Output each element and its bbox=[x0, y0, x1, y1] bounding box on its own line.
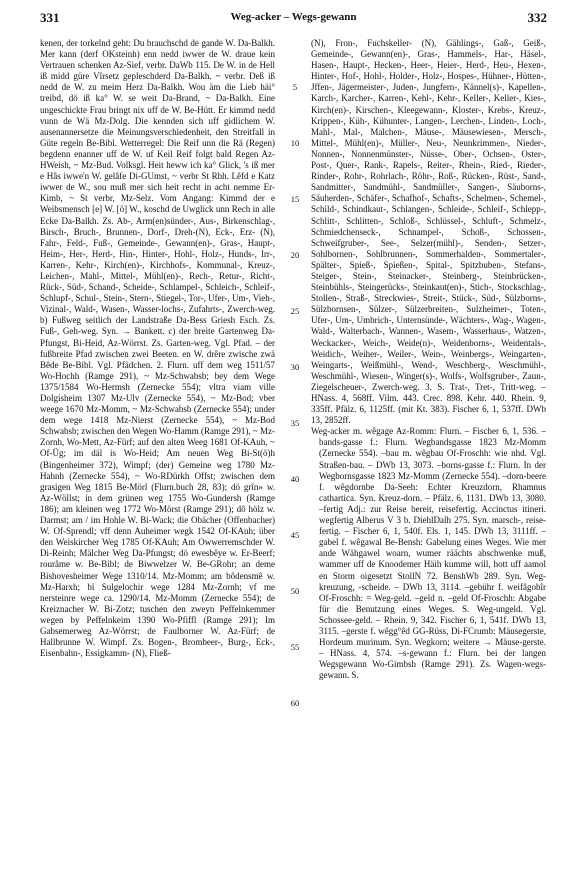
page-number-left: 331 bbox=[40, 10, 60, 25]
left-column-text: kenen, der torkelnd geht: Du brauchschd de gande W. Da-Balkh. Mer kann (derf OKsteinh) enn nedd iwwer de W. draue kein Vertrauen schenken Az-Sief, verbr. DaWb 115. De W. in de Hell iß midd güre Vîrsetz gepleschderd Da-Balkh. ~ verbr. Deß iß nedd de W. zu meim Herz Da-Balkh. Wou äm die Lieb häi° treibd, dö iß ka° W. se weit Da-Brand, ~ Da-Balkh. Eine ungeschickte Frau bringt nix uff de W. Be-Hütt. Er kimmd nedd vunn de Wä Mz-Dolg. Die kennden sich uff gidlichem W. ausenannersetze die Meinungsverschiedenheit, den Streitfall in Güte regeln Be-Bibl. Wetterregel: Die Reif unn die Rä (Regen) begdenn enanner uff de W. uf Keil Reif folgt bald Regen Az-HWeish, ~ Mz-Bud. Volksgl. Heit heww ich ka° Glick, 's iß mer e Hâs iwwe'n W. gelâfe Di-GUmst, ~ verbr St Rhh. Lêfd e Katz iwwer de W., sou muß mer sich heit recht in acht nemme Er-Kimb, ~ St verbr, Mz-Selz. Vom Angang: Kimmd der e Weibsmensch [e] W. [ö] W., koschd de Uwglick unn Rech in alle Ecke Da-Balkh. Zs. Ab-, Arm(en)sünder-, Aus-, Birkenschlag-, Birsch-, Bruch-, Brunnen-, Dorf-, Dreh-(N), Eck-, Erz- (N), Fahr-, Feld-, Fuß-, Gemeinde-, Gewann(en)-, Gras-, Haupt-, Heim-, Her-, Herd-, Hin-, Hinter-, Hohl-, Holz-, Hunds-, Irr-, Karren-, Kehr-, Kirch(en)-, Kirchhofs-, Kommunal-, Kreuz-, Leichen-, Mahl-, Mittel-, Mühl(en)-, Rech-, Retur-, Richt-, Rück-, Süd-, Schand-, Scheide-, Schlampel-, Schleich-, Schleif-, Schlupf-, Schul-, Stein-, Stern-, Stiegel-, Tor-, Ufer-, Um-, Vieh-, Vizinal-, Wald-, Wasen-, Wasser-lochs-, Zufahrts-, Zwerch-weg. b) Fußweg seitlich der Landstraße Da-Bess Griesh Esch. Zs. Fuß-, Geh-weg. Syn. → Bankett. c) der breite Gartenweg Da-Pfungst, Bi-Heid, Az-Wörrst. Zs. Garten-weg. Vgl. Pfad. – der fußbreite Pfad zwischen zwei Beeten. en W. drêre zwische zwä Bêde Be-Bibl. Vgl. Pfädchen. 2. Flurn. uff dem weg 1511/57 Wo-Hochh (Ramge 291), ~ Mz-Schwabsb; bey dem Wege 1375/1584 Wo-Hermsh (Zernecke 554); vltra viam ville Dolgisheim 1307 Mz-Ulv (Zernecke 554), ~ Mz-Bod; vber weege 1670 Mz-Momm, ~ Mz-Schwabsb (Zernecke 554); under dem wege 1418 Mz-Nierst (Zernecke 554), ~ Mz-Bod Schwabsb; zwischen den Wegen Wo-Hamm (Ramge 291), ~ Mz-Zornh, Wo-Mett, Az-Fürf; auf den alten Weeg 1681 Of-KAuh, ~ Of-Üg; im däl is Wo-Heid; Am neuen Weg Bi-St(ö)h (Bingenheimer 372), Wimpf; (der) Gemeine weg 1780 Mz-Hahnh (Zernecke 554), ~ Wo-RDürkh Offst; zwischen dem grasigen Weg 1815 Be-Mörl (Flurn.buch 28, 83); dö grîn» w. Az-Wöllst; in dem grünen weg 1755 Wo-Gundersh (Ramge 186); am kleinen weg 1772 Wo-Mörst (Ramge 291); dô hölz w. Darmst; am / im Hohle W. Bi-Wack; die Obächer (Offenbacher) W. Of-Sprendl; vff denn Auheimer wegk 1542 Of-KAuh; über den Weiskircher Weg 1785 Of-KAuh; Am Owwerremschder W. Di-Reinh; Mälcher Weg Da-Pfungst; dö ewesbêye w. Er-Beerf; rourâme w. Be-Bibl; de Biwwelzer W. Be-GRohr; an deme Bishovesheimer Wege 1310/14. Mz-Momm; am bôdensmê w. Mz-Harxh; bi Sulgelochir wege 1284 Mz-Zornh; vf me nersteinre wege ca. 1290/14. Mz-Momm (Zernecke 554); de Kreiznacher W. Bi-Zotz; tuschen den zweyn Peffelnkemmer wegen by Peffelnkeim 1390 Wo-Pfiffl (Ramge 291); Im Gabsemerweg Az-Wörrst; de Faulborner W. Az-Fürf; de Hallbrunne W. Wimpf. Zs. Bogen-, Brombeer-, Burg-, Eck-, Eisenbahn-, Essigkamm- (N), Fließ- bbox=[40, 38, 275, 659]
left-column bbox=[40, 38, 275, 659]
line-number: 45 bbox=[290, 530, 300, 540]
page-header bbox=[0, 10, 587, 28]
line-number: 60 bbox=[290, 698, 300, 708]
right-column-entry-weg-acker: Weg-acker m. wêgage Az-Romm: Flurn. – Fischer 6, 1, 536. –bands-gasse f.: Flurn. Wegbandsgasse 1823 Mz-Momm (Zernecke 554). –bau m. wêgbau Of-Froschh: wie nhd. Vgl. Straßen-bau. – DWb 13, 3073. –borns-gasse f.: Flurn. In der Wegbornsgasse 1823 Mz-Momm (Zernecke 554). –dorn-beere f. wêgdornbe Da-Seeh: Echter Kreuzdorn, Rhamnus cathartica. Syn. Kreuz-dorn. – Pfälz. 6, 1131. DWb 13, 3080. –fertig Adj.: zur Reise bereit, reisefertig. Accinctus itineri. wegfertig Alberus V 3 b. DiehlDalh 275. Syn. marsch-, reise-fertig. – Fischer 6, 1, 540f. Els. 1, 145. DWb 13, 3111ff. –gabel f. wêgawal Be-Bensh: Gabelung eines Weges. Wie mer ande Wähgawel woarn, wumer räächts abschwenke muß, wammer uff de Knoodemer Häih kumme will, hott uff aamol en Storm oigesetzt StollN 72. BenshWb 289. Syn. Weg-kreuzung, -scheide. – DWb 13, 3114. –gebühr f. weifâgobîr Of-Froschh: = Weg-geld. –geld n. –geld Of-Froschh: Abgabe für die Benutzung eines Weges. S. Weg-ungeld. Vgl. Schossee-geld. – Rhein. 9, 342. Fischer 6, 1, 541f. DWb 13, 3115. –gerste f. wêgg°êd GG-Rüss, Di-FCrumb: Mäusegerste, Hordeum murinum. Syn. Wegkorn; weitere → Mäuse-gerste. – HNass. 4, 574. –s-gewann f.: Flurn. bei der langen Wegsgewann Wo-Gimbsh (Ramge 291). Zs. Wagen-wegs-gewann. S. bbox=[311, 426, 546, 681]
running-title: Weg-acker – Wegs-gewann bbox=[230, 11, 357, 23]
line-number: 20 bbox=[290, 250, 300, 260]
line-number: 55 bbox=[290, 642, 300, 652]
line-number: 25 bbox=[290, 306, 300, 316]
line-number: 50 bbox=[290, 586, 300, 596]
line-number: 15 bbox=[290, 194, 300, 204]
line-number: 30 bbox=[290, 362, 300, 372]
page-number-right: 332 bbox=[527, 10, 547, 25]
right-column-text-continuation: (N), Fron-, Fuchskeller- (N), Gählings-, Gaß-, Geiß-, Gemeinde-, Gewann(en)-, Gras-, Hammels-, Har-, Häsel-, Hasen-, Haupt-, Hecken-, Heer-, Heier-, Herd-, Heu-, Hexen-, Hinter-, Hof-, Hohl-, Holder-, Holz-, Hospes-, Hühner-, Hütten-, Jffen-, Jägermeister-, Juden-, Jungfern-, Kännel(s)-, Kapellen-, Karch-, Karcher-, Karren-, Kehl-, Kehr-, Keller-, Keller-, Kies-, Kirch(en)-, Kirschen-, Kleegewann-, Kloster-, Krebs-, Kreuz-, Krippen-, Küh-, Kühunter-, Langen-, Lerchen-, Linden-, Loch-, Mahl-, Mal-, Malchen-, Mäuse-, Mäusewiesen-, Mersch-, Mittel-, Mühl(en)-, Müller-, Neu-, Neunkrimmen-, Nieder-, Nonnen-, Nonnenmünster-, Nüsse-, Ober-, Ochsen-, Oster-, Post-, Quer-, Rank-, Rapels-, Reiter-, Rhein-, Ried-, Rieder-, Rinder-, Rohr-, Rohrlach-, Röhr-, Roß-, Rücken-, Rüst-, Sand-, Sandmitter-, Sandmühl-, Sandmüller-, Sangen-, Säuborns-, Säuherden-, Schäfer-, Schafhof-, Schafts-, Schelmen-, Schemel-, Schild-, Schindkaut-, Schlangen-, Schleide-, Schleif-, Schlepp-, Schlitt-, Schlitten-, Schloß-, Schlüssel-, Schluft-, Schmelz-, Schmiedchenseck-, Schnampel-, Schoß-, Schossen-, Schweifgruber-, See-, Selzer(mühl)-, Senden-, Setzer-, Sohlbornen-, Sohlbrunnen-, Sommerhalden-, Sommertaler-, Spälter-, Spieß-, Spießen-, Spital-, Spitzbuben-, Stefans-, Steiger-, Stein-, Steinacker-, Steinberg-, Steinbrücken-, Steinbühls-, Steingerücks-, Steinkaut(en)-, Stich-, Stockschlag-, Stollen-, Straß-, Streckwies-, Streit-, Stück-, Süd-, Sülzborns-, Sülzbornsen-, Sülzer-, Sülzerbreiten-, Sulzheimer-, Toten-, Ufer-, Um-, Umbrich-, Unternsünde-, Wächters-, Wag-, Wagen-, Wald-, Walterbach-, Wannen-, Wasem-, Wasserhaus-, Watzen-, Weckacker-, Weich-, Weide(n)-, Weidenborns-, Weidentals-, Weidich-, Weiher-, Weiler-, Wein-, Weinbergs-, Weingarten-, Weingarts-, Weißmühl-, Wend-, Weschberg-, Weschmühl-, Weschmühl-, Wiesen-, Winger(s)-, Wolfs-, Wolfsgruber-, Zaun-, Ziegelscheuer-, Zwerch-weg. 3. S. Trat-, Tret-, Tritt-weg. – HNass. 4, 568ff. Vilm. 443. Crec. 898. Kehr. 440. Rhein. 9, 335ff. Pfälz. 6, 1125ff. (mit Kt. 383). Fischer 6, 1, 537ff. DWb 13, 2852ff. bbox=[311, 38, 546, 426]
line-number: 35 bbox=[290, 418, 300, 428]
line-number: 5 bbox=[292, 82, 298, 92]
line-number: 40 bbox=[290, 474, 300, 484]
right-column bbox=[311, 38, 546, 681]
line-number: 10 bbox=[290, 138, 300, 148]
